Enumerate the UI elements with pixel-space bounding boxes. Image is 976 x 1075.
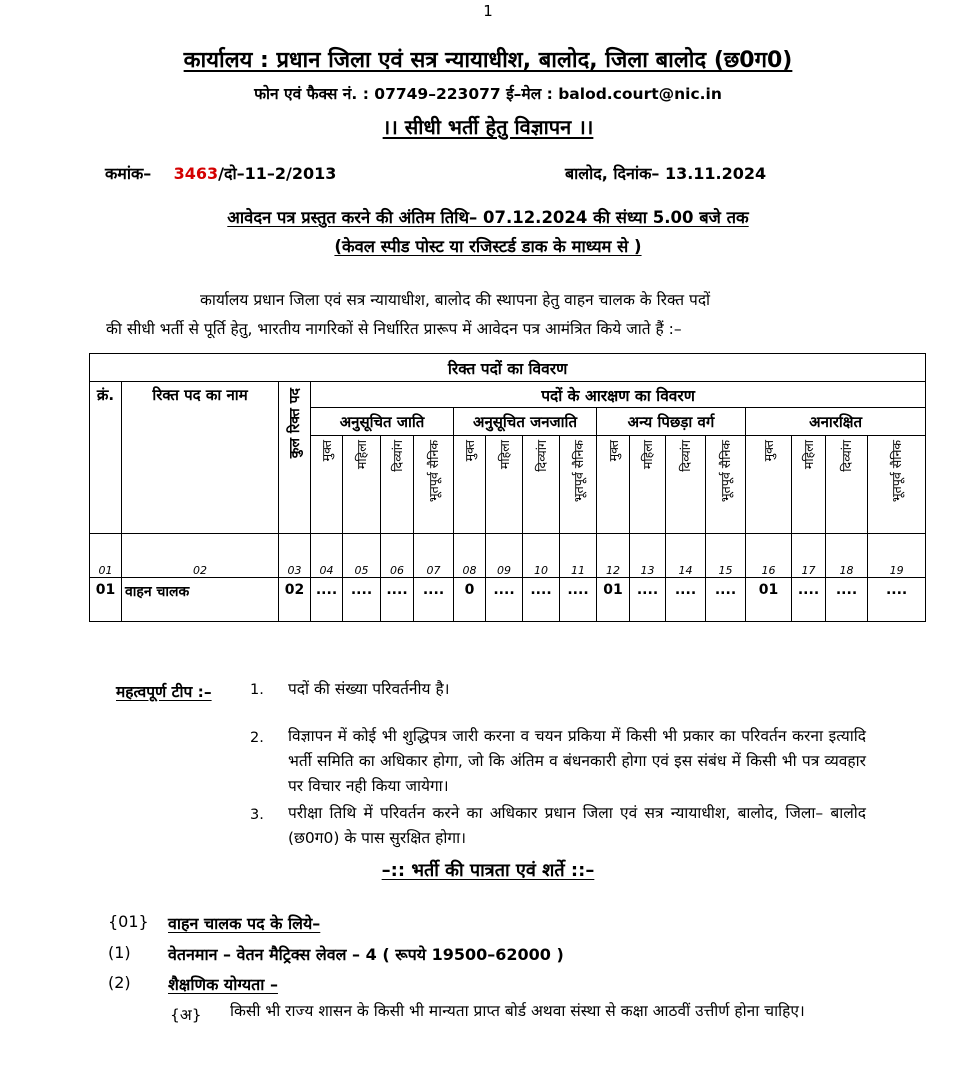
ref-suffix: /दो–11–2/2013 <box>218 164 337 183</box>
col-number: 06 <box>381 534 414 578</box>
note-number: 1. <box>250 682 264 698</box>
sub-item-text: किसी भी राज्य शासन के किसी भी मान्यता प्राप्त बोर्ड अथवा संस्था से कक्षा आठवीं उत्तीर्ण होना चाहिए। <box>230 1002 805 1020</box>
notes-label: महत्वपूर्ण टीप :– <box>116 683 212 701</box>
col-number: 13 <box>630 534 666 578</box>
subcol-header: महिला <box>486 436 523 534</box>
item-qualification: शैक्षणिक योग्यता – <box>168 975 278 994</box>
col-number: 16 <box>746 534 792 578</box>
row-cell: .... <box>486 578 523 622</box>
col-number: 14 <box>666 534 706 578</box>
submission-mode: (केवल स्पीड पोस्ट या रजिस्टर्ड डाक के माध्यम से ) <box>334 237 642 256</box>
subcol-header: महिला <box>792 436 826 534</box>
col-number: 08 <box>454 534 486 578</box>
col-number: 01 <box>90 534 122 578</box>
group-sc: अनुसूचित जाति <box>311 408 454 436</box>
subcol-header: महिला <box>343 436 381 534</box>
intro-line-2: की सीधी भर्ती से पूर्ति हेतु, भारतीय नागरिकों से निर्धारित प्रारूप में आवेदन पत्र आमंत्रित किये जाते हैं :– <box>106 320 682 338</box>
col-number: 11 <box>560 534 597 578</box>
vacancy-table <box>89 353 926 622</box>
item-pay-scale: वेतनमान – वेतन मैट्रिक्स लेवल – 4 ( रूपये 19500–62000 ) <box>168 945 564 964</box>
col-number: 10 <box>523 534 560 578</box>
row-cell: .... <box>560 578 597 622</box>
col-number: 15 <box>706 534 746 578</box>
row-cell: .... <box>343 578 381 622</box>
deadline-line: आवेदन पत्र प्रस्तुत करने की अंतिम तिथि– 07.12.2024 की संध्या 5.00 बजे तक <box>227 208 749 227</box>
row-sno: 01 <box>90 578 122 622</box>
row-cell: 01 <box>597 578 630 622</box>
section-number: {01} <box>108 912 149 931</box>
column-number-row <box>90 534 926 578</box>
row-cell: .... <box>706 578 746 622</box>
ref-number: 3463 <box>173 164 219 183</box>
sub-item-number: {अ} <box>170 1006 202 1024</box>
section-title: वाहन चालक पद के लिये– <box>168 914 321 933</box>
note-text: परीक्षा तिथि में परिवर्तन करने का अधिकार प्रधान जिला एवं सत्र न्यायाधीश, बालोद, जिला– बालोद (छ0ग0) के पास सुरक्षित होगा। <box>288 804 866 847</box>
row-cell: 0 <box>454 578 486 622</box>
col-number: 19 <box>868 534 926 578</box>
row-post: वाहन चालक <box>122 578 279 622</box>
col-number: 09 <box>486 534 523 578</box>
col-post-header: रिक्त पद का नाम <box>122 382 279 534</box>
row-cell: .... <box>666 578 706 622</box>
item-number: (2) <box>108 973 131 992</box>
reference-number <box>105 162 336 184</box>
subcol-header: भूतपूर्व सैनिक <box>706 436 746 534</box>
col-number: 12 <box>597 534 630 578</box>
row-cell: .... <box>414 578 454 622</box>
reservation-header: पदों के आरक्षण का विवरण <box>311 382 926 408</box>
note-number: 2. <box>250 730 264 746</box>
subcol-header: मुक्त <box>746 436 792 534</box>
subcol-header: दिव्यांग <box>666 436 706 534</box>
subcol-header: दिव्यांग <box>826 436 868 534</box>
intro-line-1: कार्यालय प्रधान जिला एवं सत्र न्यायाधीश, बालोद की स्थापना हेतु वाहन चालक के रिक्त पदों <box>200 291 711 309</box>
row-cell: .... <box>523 578 560 622</box>
ref-label: कमांक– <box>105 164 152 183</box>
col-sno-header: क्रं. <box>90 382 122 534</box>
subcol-header: भूतपूर्व सैनिक <box>414 436 454 534</box>
subcol-header: दिव्यांग <box>381 436 414 534</box>
advertisement-title: ।। सीधी भर्ती हेतु विज्ञापन ।। <box>382 115 594 139</box>
col-number: 02 <box>122 534 279 578</box>
subcol-header: मुक्त <box>311 436 343 534</box>
table-title: रिक्त पदों का विवरण <box>90 354 926 382</box>
subcol-header: दिव्यांग <box>523 436 560 534</box>
row-cell: .... <box>311 578 343 622</box>
col-number: 05 <box>343 534 381 578</box>
col-number: 03 <box>279 534 311 578</box>
group-obc: अन्य पिछड़ा वर्ग <box>597 408 746 436</box>
row-cell: .... <box>868 578 926 622</box>
group-st: अनुसूचित जनजाति <box>454 408 597 436</box>
office-heading: कार्यालय : प्रधान जिला एवं सत्र न्यायाधीश, बालोद, जिला बालोद (छ0ग0) <box>183 48 793 73</box>
col-number: 04 <box>311 534 343 578</box>
issue-date: बालोद, दिनांक– 13.11.2024 <box>565 164 767 183</box>
row-cell: .... <box>381 578 414 622</box>
subcol-header: भूतपूर्व सैनिक <box>560 436 597 534</box>
page-number: 1 <box>483 2 493 20</box>
subcol-header: महिला <box>630 436 666 534</box>
row-total: 02 <box>279 578 311 622</box>
row-cell: .... <box>630 578 666 622</box>
note-text: विज्ञापन में कोई भी शुद्धिपत्र जारी करना व चयन प्रकिया में किसी भी प्रकार का परिवर्तन करना इत्यादि भर्ती समिति का अधिकार होगा, जो कि अंतिम व बंधनकारी होगा एवं इस संबंध में किसी भी पत्र व्यवहार पर विचार नही किया जायेगा। <box>288 727 866 795</box>
subcol-header: मुक्त <box>597 436 630 534</box>
group-unreserved: अनारक्षित <box>746 408 926 436</box>
subcol-header: भूतपूर्व सैनिक <box>868 436 926 534</box>
col-number: 07 <box>414 534 454 578</box>
note-text: पदों की संख्या परिवर्तनीय है। <box>288 680 450 698</box>
col-total-header <box>279 382 311 534</box>
subcol-header: मुक्त <box>454 436 486 534</box>
total-header-label: कुल रिक्त पद <box>287 388 303 459</box>
row-cell: .... <box>792 578 826 622</box>
row-cell: .... <box>826 578 868 622</box>
row-cell: 01 <box>746 578 792 622</box>
contact-line: फोन एवं फैक्स नं. : 07749–223077 ई–मेल : balod.court@nic.in <box>254 85 722 103</box>
table-row <box>90 578 926 622</box>
eligibility-title: –:: भर्ती की पात्रता एवं शर्ते ::– <box>381 860 595 881</box>
note-number: 3. <box>250 807 264 823</box>
col-number: 17 <box>792 534 826 578</box>
item-number: (1) <box>108 943 131 962</box>
col-number: 18 <box>826 534 868 578</box>
